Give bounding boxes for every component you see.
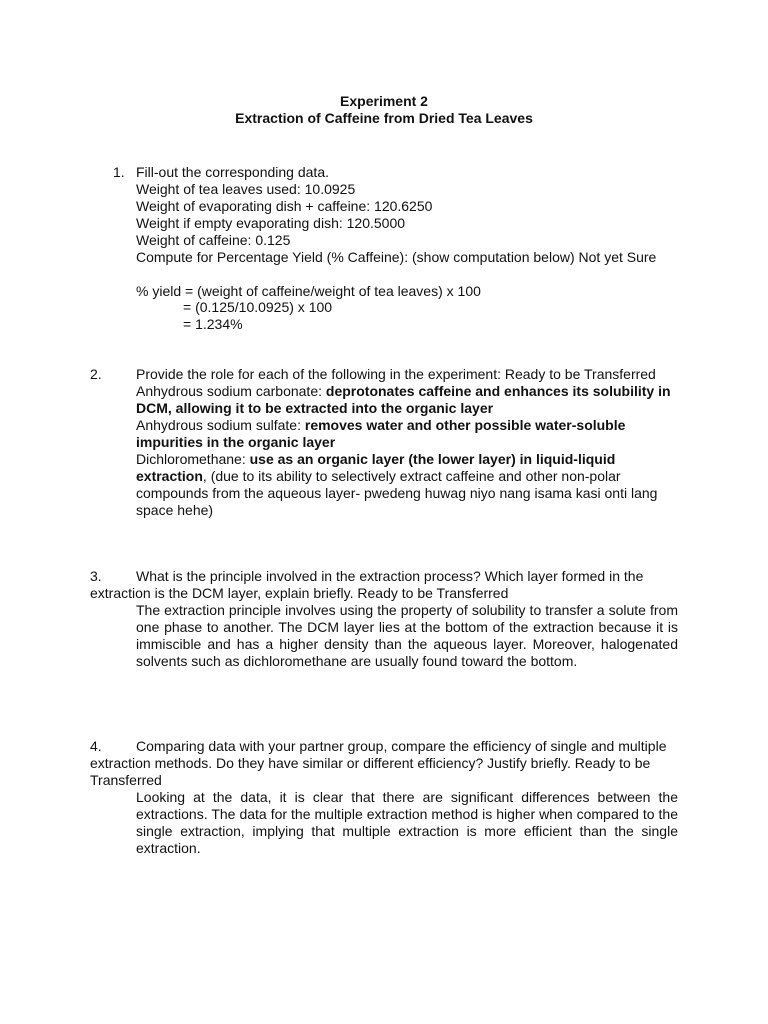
question-3-prompt-cont: extraction is the DCM layer, explain briefly. Ready to be Transferred [90, 585, 509, 601]
question-2-number: 2. [90, 366, 102, 382]
sodium-carbonate-label: Anhydrous sodium carbonate: [136, 383, 326, 399]
weight-tea-leaves: Weight of tea leaves used: 10.0925 [136, 181, 356, 197]
question-3-number: 3. [90, 568, 102, 584]
dichloromethane-label: Dichloromethane: [136, 451, 250, 467]
sodium-sulfate-answer-cont: impurities in the organic layer [136, 434, 336, 450]
question-4-number: 4. [90, 738, 102, 754]
dichloromethane-item [136, 451, 615, 468]
question-4-answer: Looking at the data, it is clear that there are significant differences between the extractions. The data for the multiple extraction method is higher when compared to the single extraction, implying that multiple extraction is more efficient than the single extraction. [136, 789, 678, 856]
dichloromethane-note-end: space hehe) [136, 502, 214, 518]
yield-substitution: = (0.125/10.0925) x 100 [183, 299, 333, 315]
question-4-prompt-cont: extraction methods. Do they have similar or different efficiency? Justify briefly. Ready to be [90, 755, 651, 771]
question-2-prompt: Provide the role for each of the following in the experiment: Ready to be Transferred [136, 366, 656, 382]
compute-yield-prompt: Compute for Percentage Yield (% Caffeine): (show computation below) Not yet Sure [136, 249, 657, 265]
sodium-sulfate-item [136, 417, 625, 434]
sodium-sulfate-answer: removes water and other possible water-soluble [304, 417, 626, 433]
sodium-sulfate-label: Anhydrous sodium sulfate: [136, 417, 305, 433]
question-4-prompt-end: Transferred [90, 772, 162, 788]
dichloromethane-answer: use as an organic layer (the lower layer) in liquid-liquid [249, 451, 616, 467]
question-3-answer: The extraction principle involves using the property of solubility to transfer a solute from one phase to another. The DCM layer lies at the bottom of the extraction because it is immiscible and has a higher density than the aqueous layer. Moreover, halogenated solvents such as dichloromethane are usually found toward the bottom. [136, 602, 678, 669]
weight-dish-caffeine: Weight of evaporating dish + caffeine: 120.6250 [136, 198, 433, 214]
dichloromethane-answer-bold: extraction [136, 468, 203, 484]
weight-empty-dish: Weight if empty evaporating dish: 120.5000 [136, 215, 406, 231]
question-4-prompt: Comparing data with your partner group, compare the efficiency of single and multiple [136, 738, 667, 754]
yield-formula: % yield = (weight of caffeine/weight of tea leaves) x 100 [136, 283, 481, 299]
weight-caffeine: Weight of caffeine: 0.125 [136, 232, 291, 248]
sodium-carbonate-answer-cont: DCM, allowing it to be extracted into the organic layer [136, 400, 494, 416]
question-3-prompt: What is the principle involved in the extraction process? Which layer formed in the [136, 568, 644, 584]
dichloromethane-answer-rest: , (due to its ability to selectively extract caffeine and other non-polar [202, 468, 621, 484]
sodium-carbonate-answer: deprotonates caffeine and enhances its solubility in [325, 383, 671, 399]
yield-result: = 1.234% [183, 316, 243, 332]
question-1-number: 1. [113, 164, 125, 180]
document-subtitle: Extraction of Caffeine from Dried Tea Leaves [235, 110, 533, 126]
dichloromethane-answer-cont [136, 468, 621, 485]
question-1-prompt: Fill-out the corresponding data. [136, 164, 329, 180]
sodium-carbonate-item [136, 383, 671, 400]
dichloromethane-note: compounds from the aqueous layer- pwedeng huwag niyo nang isama kasi onti lang [136, 485, 658, 501]
document-title: Experiment 2 [340, 93, 428, 109]
